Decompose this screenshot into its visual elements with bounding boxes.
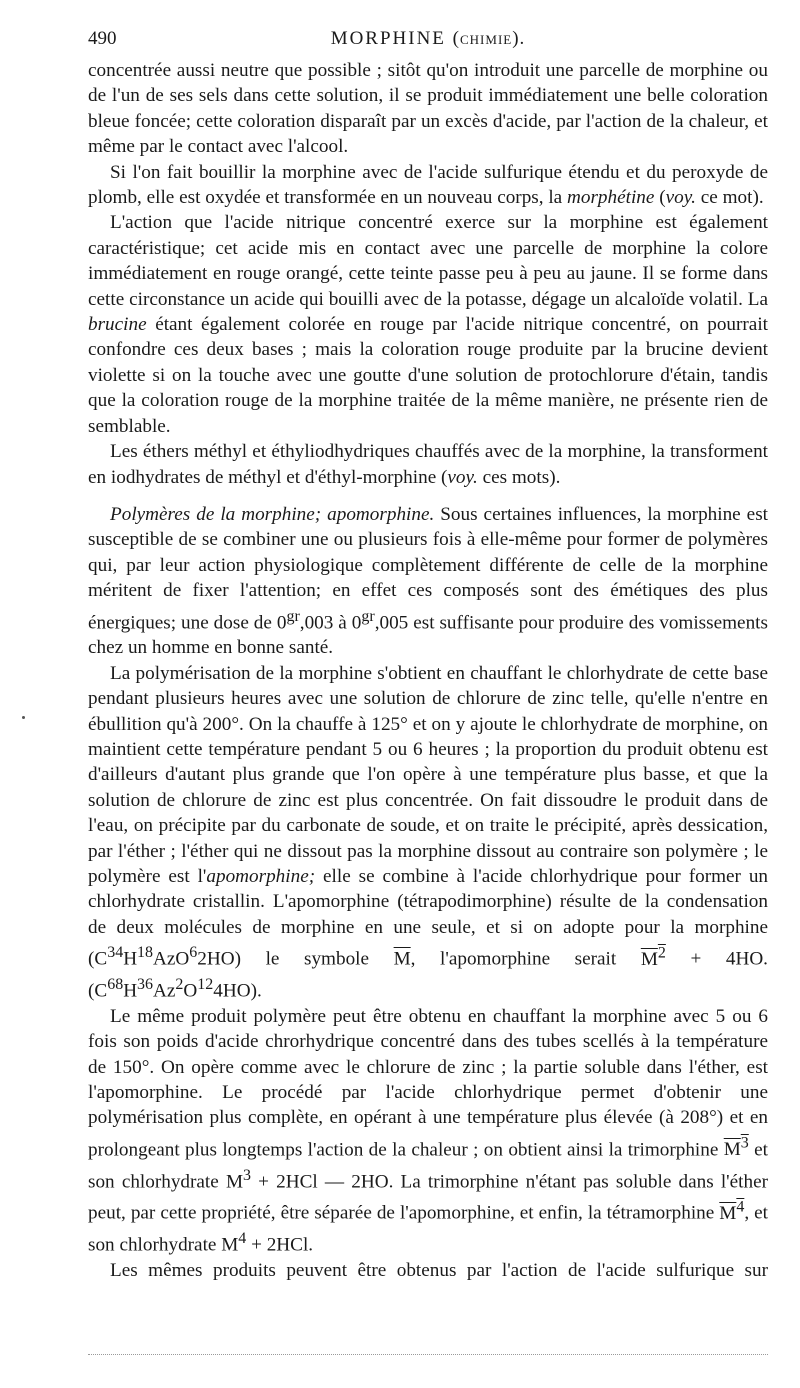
text-run: Le même produit polymère peut être obtenu en chauffant la morphine avec 5 ou 6 fois son poids d'acide chrorhydrique concentré dans des tubes scellés à la température de 150°. On opère comme avec le chlorure de zinc ; la partie soluble dans l'éther, est l'apomorphine. Le procédé par l'acide chlorhydrique permet d'obtenir une polymérisation plus complète, en opérant à une température plus élevée (à 208°) et en prolongeant plus longtemps l'action de la chaleur ; on obtient ainsi la trimorphine xyxy=(88,1005,768,1161)
overlined-symbol xyxy=(640,944,666,970)
italic-term: morphétine xyxy=(567,187,655,209)
paragraph-7 xyxy=(88,1004,768,1258)
text-run: étant également colorée en rouge par l'acide nitrique concentré, on pourrait confondre ces deux bases ; mais la coloration rouge produite par la brucine devient violette si on la touche avec une goutte d'une solution de protochlorure d'étain, tandis que la coloration rouge de la morphine traitée de la même manière, ne présente rien de semblable. xyxy=(88,314,768,437)
superscript: 34 xyxy=(107,944,124,962)
overlined-symbol xyxy=(723,1134,749,1161)
superscript: 36 xyxy=(137,976,154,993)
bottom-dotted-rule xyxy=(88,1354,768,1355)
page-body xyxy=(88,58,768,1283)
text-run: Az xyxy=(153,980,176,1002)
text-run: Si l'on fait bouillir la morphine avec de l'acide sulfurique étendu et du peroxyde de plomb, elle est oxydée et transformée en un nouveau corps, la xyxy=(88,161,768,209)
text-run: 2HO) le symbole xyxy=(197,948,394,970)
text-run: H xyxy=(123,980,138,1002)
superscript: 4 xyxy=(238,1230,247,1248)
superscript: 3 xyxy=(243,1166,252,1184)
superscript: 2 xyxy=(175,976,184,993)
section-polymeres xyxy=(88,502,768,661)
paragraph-2 xyxy=(88,160,768,211)
superscript: gr xyxy=(361,607,375,625)
superscript: 12 xyxy=(197,976,214,993)
superscript: 4 xyxy=(736,1198,745,1216)
italic-voy: voy. xyxy=(447,466,478,488)
text-run: ,003 à 0 xyxy=(299,611,362,633)
section-heading: Polymères de la morphine; apomorphine. xyxy=(110,503,435,525)
paragraph-6 xyxy=(88,661,768,1004)
superscript: 3 xyxy=(740,1134,749,1152)
page-number: 490 xyxy=(88,28,117,49)
text-run: + 2HCl — 2HO. La trimorphine n'étant pas soluble dans l'éther peut, par cette propriété, être séparée de l'apomorphine, et enfin, la tétramorphine xyxy=(88,1171,768,1224)
italic-term: apomorphine; xyxy=(206,865,316,887)
symbol-letter: M xyxy=(640,948,658,970)
text-run: , et son chlorhydrate M xyxy=(88,1202,768,1256)
header-title-text: MORPHINE xyxy=(330,28,446,49)
text-run: Les éthers méthyl et éthyliodhydriques chauffés avec de la morphine, la transforment en iodhydrates de méthyl et d'éthyl-morphine ( xyxy=(88,441,768,488)
paragraph-3 xyxy=(88,210,768,439)
italic-voy: voy. xyxy=(665,187,696,209)
page-header-title xyxy=(88,22,768,56)
overlined-symbol: $\overline{M}$ xyxy=(393,948,411,970)
overlined-symbol xyxy=(719,1198,745,1224)
text-run: elle se combine à l'acide chlorhydrique pour former un chlorhydrate cristallin. L'apomorphine (tétrapodimorphine) résulte de la condensation de deux molécules de morphine en une seule, et si on adopte pour la morphine (C xyxy=(88,865,769,970)
paragraph-4 xyxy=(88,439,768,490)
italic-term: brucine xyxy=(88,314,147,336)
text-run: AzO xyxy=(153,948,190,970)
superscript: gr xyxy=(286,607,300,625)
superscript: 6 xyxy=(189,944,198,962)
text-run: ,005 est suffisante pour produire des vomissements chez un homme en bonne santé. xyxy=(88,611,768,659)
text-run: et son chlorhydrate M xyxy=(88,1139,768,1193)
text-run: H xyxy=(123,948,138,970)
text-run: + 2HCl. xyxy=(246,1234,314,1256)
symbol-letter: M xyxy=(723,1139,741,1161)
header-subtitle: (chimie). xyxy=(452,28,526,49)
superscript: 68 xyxy=(107,976,124,993)
text-run: 4HO). xyxy=(213,980,262,1002)
text-run: O xyxy=(183,980,198,1002)
text-run: ces mots). xyxy=(477,466,561,488)
text-run: La polymérisation de la morphine s'obtient en chauffant le chlorhydrate de cette base pendant plusieurs heures avec une solution de chlorure de zinc telle, qu'elle n'entre en ébullition qu'à 200°. On la chauffe à 125° et on y ajoute le chlorhydrate de morphine, on maintient cette température pendant 5 ou 6 heures ; la proportion du produit obtenu est d'ailleurs d'autant plus grande que l'on opère à une température plus basse, et que la solution de chlorure de zinc est plus concentrée. On fait dissoudre le produit dans de l'eau, on précipite par du carbonate de soude, et on traite le précipité, après dessication, par l'éther ; l'éther qui ne dissout pas la morphine dissout au contraire son polymère ; le polymère est l' xyxy=(88,662,768,887)
paragraph-1: concentrée aussi neutre que possible ; sitôt qu'on introduit une parcelle de morphine ou de l'un de ses sels dans cette solution, il se produit immédiatement une belle coloration bleue foncée; cette coloration disparaît par un excès d'acide, par l'action de la chaleur, et même par le contact avec l'alcool. xyxy=(88,60,768,158)
paragraph-8: Les mêmes produits peuvent être obtenus par l'action de l'acide sulfurique sur xyxy=(110,1260,768,1282)
superscript: 18 xyxy=(137,944,154,962)
superscript: 2 xyxy=(657,944,666,962)
text-run: ce mot). xyxy=(695,187,764,209)
text-run: L'action que l'acide nitrique concentré exerce sur la morphine est également caractéristique; cet acide mis en contact avec une parcelle de morphine la colore immédiatement en rouge orangé, cette teinte passe peu à peu au jaune. Il se forme dans cette circonstance un acide qui bouilli avec de la potasse, dégage un alcaloïde volatil. La xyxy=(88,212,768,310)
margin-dot-mark xyxy=(22,716,25,719)
text-run: + 4HO. (C xyxy=(88,948,768,1002)
article-text xyxy=(88,58,768,1283)
text-run: , l'apomorphine serait xyxy=(410,948,641,970)
text-run: Sous certaines influences, la morphine est susceptible de se combiner une ou plusieurs fois à elle-même pour former de polymères qui, par leur action physiologique complètement différente de celle de la morphine méritent de fixer l'attention; en effet ces composés sont des émétiques des plus énergiques; une dose de 0 xyxy=(88,503,768,633)
symbol-letter: M xyxy=(719,1202,737,1224)
text-run: ( xyxy=(654,187,666,209)
running-head xyxy=(88,22,768,56)
